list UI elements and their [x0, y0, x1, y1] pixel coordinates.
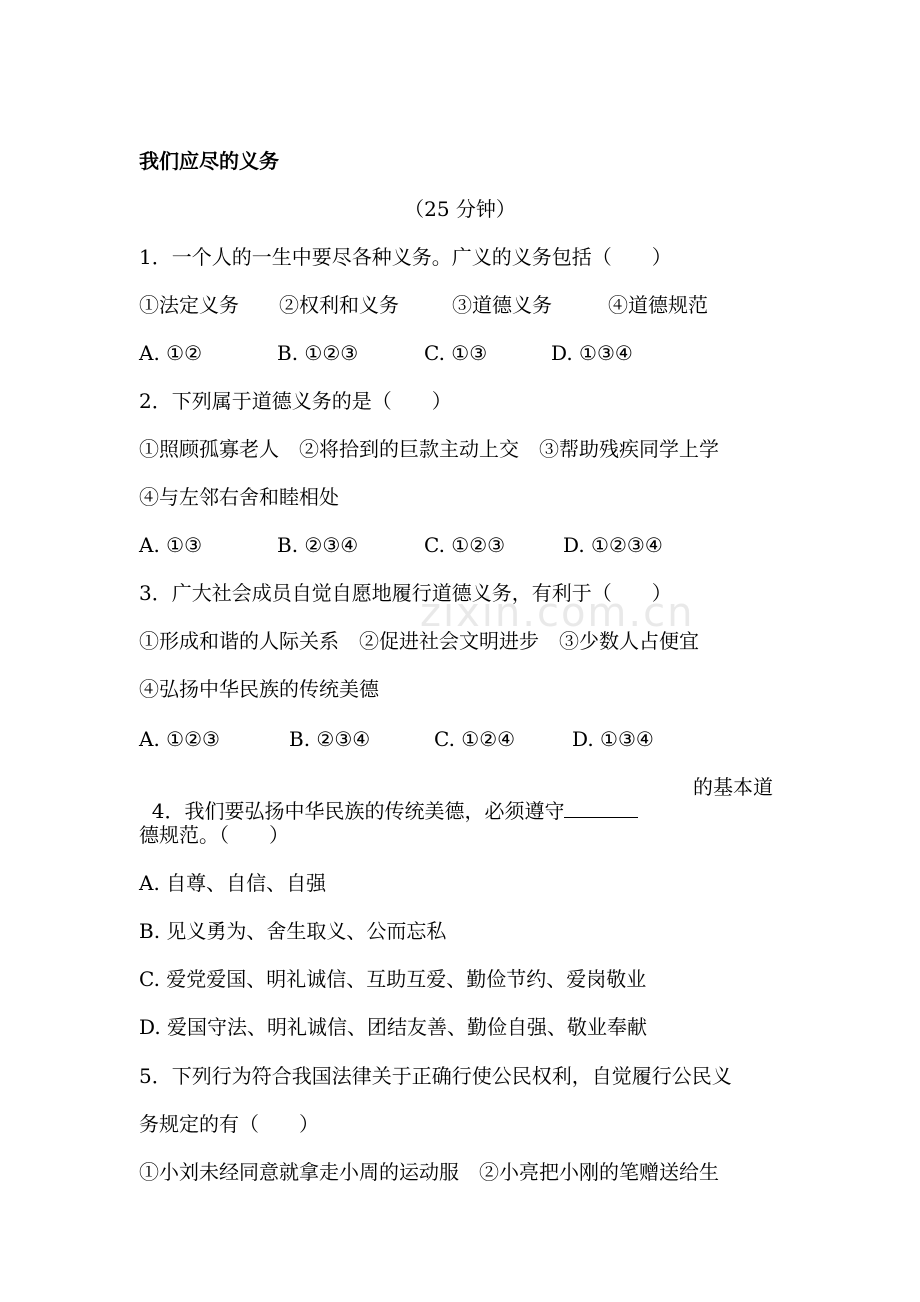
- question-5-stem-line-2: 务规定的有（ ）: [139, 1112, 319, 1136]
- question-2-option-a: A. ①③: [139, 533, 203, 557]
- duration-label: （25 分钟）: [404, 197, 516, 221]
- question-1-option-c: C. ①③: [424, 341, 488, 365]
- question-1-item-3: ③道德义务: [452, 293, 552, 317]
- question-4-option-d: D. 爱国守法、明礼诚信、团结友善、勤俭自强、敬业奉献: [139, 1015, 648, 1039]
- question-1-stem: 1．一个人的一生中要尽各种义务。广义的义务包括（ ）: [139, 245, 672, 269]
- question-2-option-d: D. ①②③④: [563, 533, 663, 557]
- question-5-items-line-1: ①小刘未经同意就拿走小周的运动服 ②小亮把小刚的笔赠送给生: [139, 1160, 719, 1184]
- question-1-item-1: ①法定义务: [139, 293, 239, 317]
- question-3-option-d: D. ①③④: [572, 727, 654, 751]
- watermark: zixin.com.cn: [420, 590, 695, 636]
- question-4-stem-line-2: 德规范。（ ）: [139, 823, 289, 847]
- question-4-stem-line-1: [139, 775, 638, 823]
- question-2-stem: 2．下列属于道德义务的是（ ）: [139, 389, 452, 413]
- question-4-stem-part-1: 4．我们要弘扬中华民族的传统美德，必须遵守: [151, 799, 565, 823]
- question-3-stem: 3．广大社会成员自觉自愿地履行道德义务，有利于（ ）: [139, 581, 672, 605]
- question-3-option-c: C. ①②④: [434, 727, 516, 751]
- question-1-option-a: A. ①②: [139, 341, 203, 365]
- question-3-items-line-2: ④弘扬中华民族的传统美德: [139, 677, 379, 701]
- question-3-option-a: A. ①②③: [139, 727, 220, 751]
- question-1-option-d: D. ①③④: [551, 341, 633, 365]
- question-3-items-line-1: ①形成和谐的人际关系 ②促进社会文明进步 ③少数人占便宜: [139, 629, 699, 653]
- question-4-option-a: A. 自尊、自信、自强: [139, 871, 327, 895]
- document-title: 我们应尽的义务: [139, 149, 279, 173]
- answer-blank: [564, 799, 638, 818]
- question-1-item-2: ②权利和义务: [279, 293, 399, 317]
- question-1-item-4: ④道德规范: [608, 293, 708, 317]
- question-2-option-c: C. ①②③: [424, 533, 506, 557]
- question-2-items-line-1: ①照顾孤寡老人 ②将拾到的巨款主动上交 ③帮助残疾同学上学: [139, 437, 719, 461]
- question-4-option-b: B. 见义勇为、舍生取义、公而忘私: [139, 919, 447, 943]
- question-1-option-b: B. ①②③: [277, 341, 359, 365]
- question-3-option-b: B. ②③④: [289, 727, 371, 751]
- question-4-stem-part-2: 的基本道: [693, 775, 773, 799]
- question-5-stem-line-1: 5．下列行为符合我国法律关于正确行使公民权利，自觉履行公民义: [139, 1064, 732, 1088]
- question-2-option-b: B. ②③④: [277, 533, 359, 557]
- question-4-option-c: C. 爱党爱国、明礼诚信、互助互爱、勤俭节约、爱岗敬业: [139, 967, 647, 991]
- question-2-items-line-2: ④与左邻右舍和睦相处: [139, 485, 339, 509]
